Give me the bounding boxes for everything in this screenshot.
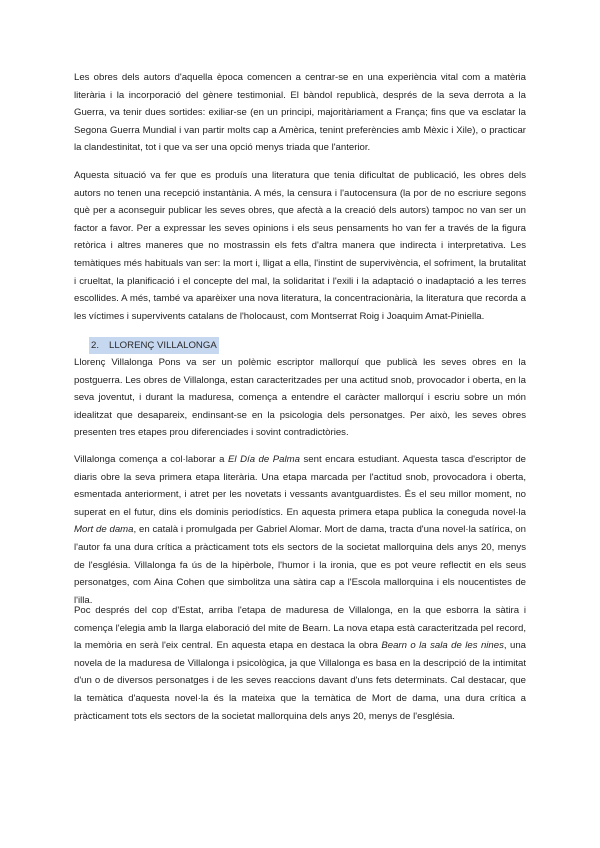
section-title: LLORENÇ VILLALONGA [109, 340, 217, 351]
section-number: 2. [91, 340, 100, 351]
text-run: sent encara estudiant. Aquesta tasca d'escriptor de diaris obre la seva primera etapa literària. Una etapa marcada per l'actitud snob, provocadora i oberta, esmentada anteriorment, i atret per les novetats i vessants avantguardistes. És el seu millor moment, no superat en el futur, dins els dominis periodístics. En aquesta primera etapa publica la coneguda novel·la [74, 454, 527, 518]
novel-title-mort-de-dama: Mort de dama [74, 524, 134, 536]
paragraph-villalonga-intro: Llorenç Villalonga Pons va ser un polèmic escriptor mallorquí que publicà les seves obres en la postguerra. Les obres de Villalonga, estan caracteritzades per una actitud snob, provocador i oberta, en la seva joventut, i durant la maduresa, comença a entendre el caràcter mallorquí i escriu sobre un món idealitzat que desapareix, endinsant-se en la psicologia dels personatges. Per això, les seves obres presenten tres etapes prou diferenciades i sovint contradictòries. [74, 357, 526, 439]
newspaper-title: El Día de Palma [228, 454, 300, 465]
paragraph-dificultat-publicacio: Aquesta situació va fer que es produís una literatura que tenia dificultat de publicació, les obres dels autors no tenen una recepció instantània. A més, la censura i l'autocensura (la por de no escriure segons què per a aconseguir publicar les seves obres, que afectà a la creació dels autors) tampoc no van ser un factor a favor. Per a expressar les seves opinions i els seus pensaments ho van fer a través de la figura retòrica i altres maneres que no mostrassin els fets d'altra manera que indirecta i interpretativa. Les temàtiques més habituals van ser: la mort i, lligat a ella, l'instint de supervivència, el sofriment, la brutalitat i crueltat, la planificació i el concepte del mal, la solidaritat i l'exili i la adaptació o inadaptació a les terres escollides. A més, també va aparèixer una nova literatura, la concentracionària, la literatura que recorda a les víctimes i supervivents catalans de l'holocaust, com Montserrat Roig i Joaquim Amat-Piniella. [74, 170, 526, 322]
text-run: , una novela de la maduresa de Villalonga i psicològica, ja que Villalonga es basa en la descripció de la intimitat d'un o de diversos personatges i de les seves reaccions davant d'uns fets determinats. Cal destacar, que la temàtica d'aquesta novel·la és la mateixa que la temàtica de Mort de dama, una dura crítica a pràcticament tots els sectors de la societat mallorquina dels anys 20, menys de l'església. [74, 640, 526, 722]
text-run: Villalonga comença a col·laborar a [74, 454, 229, 465]
paragraph-etapa-maduresa [74, 602, 526, 725]
paragraph-primera-etapa [74, 451, 526, 609]
text-run: Poc després del cop d'Estat, arriba l'etapa de maduresa de Villalonga, en la que esborra la sàtira i comença l'elegia amb la llarga elaboració del mite de Bearn. La nova etapa està caracteritzada pel record, la memòria en serà l'eix central. En aquesta etapa en destaca la obra [74, 605, 526, 652]
novel-title-bearn: Bearn o la sala de les nines [381, 640, 504, 652]
section-heading [89, 337, 219, 354]
paragraph-literatura-testimonial: Les obres dels autors d'aquella època comencen a centrar-se en una experiència vital com a matèria literària i la incorporació del gènere testimonial. El bàndol republicà, després de la seva derrota a la Guerra, va tenir dues sortides: exiliar-se (en un principi, majoritàriament a França; fins que va esclatar la Segona Guerra Mundial i van partir molts cap a Amèrica, tenint preferències amb Mèxic i Xile), o practicar la clandestinitat, tot i que va ser una opció menys triada que l'anterior. [74, 72, 526, 154]
text-run: , en català i promulgada per Gabriel Alomar. Mort de dama, tracta d'una novel·la satírica, on l'autor fa una dura crítica a pràcticament tots els sectors de la societat mallorquina dels anys 20, menys de l'església. Villalonga fa ús de la hipèrbole, l'humor i la ironia, que es pot veure reflectit en els seus personatges, com Aina Cohen que simbolitza una sàtira cap a l'Escola mallorquina i els noucentistes de l'illa. [74, 524, 526, 606]
